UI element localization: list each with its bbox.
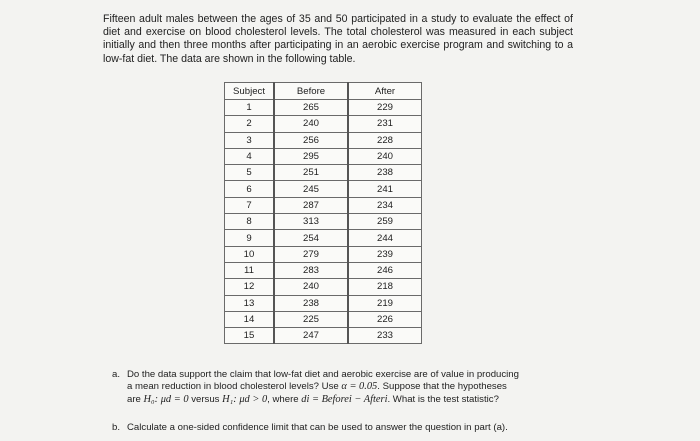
after-cell: 246 <box>348 262 422 278</box>
table-header-row <box>225 83 422 100</box>
table-row <box>225 100 422 116</box>
question-b-label: b. <box>112 422 121 433</box>
after-cell: 240 <box>348 148 422 164</box>
difference-definition: di = Beforei − Afteri <box>301 393 388 405</box>
before-cell: 313 <box>274 214 348 230</box>
after-cell: 219 <box>348 295 422 311</box>
header-after: After <box>348 83 422 100</box>
question-a-line1: Do the data support the claim that low-fat diet and aerobic exercise are of value in producing <box>127 369 519 380</box>
subject-cell: 6 <box>225 181 275 197</box>
after-cell: 228 <box>348 132 422 148</box>
table-row <box>225 197 422 213</box>
before-cell: 265 <box>274 100 348 116</box>
subject-cell: 14 <box>225 311 275 327</box>
subject-cell: 5 <box>225 165 275 181</box>
subject-cell: 13 <box>225 295 275 311</box>
subject-cell: 15 <box>225 328 275 344</box>
header-before: Before <box>274 83 348 100</box>
after-cell: 244 <box>348 230 422 246</box>
question-a-line3-end: . What is the test statistic? <box>387 393 499 405</box>
table-row <box>225 214 422 230</box>
question-a-label: a. <box>112 369 121 380</box>
before-cell: 225 <box>274 311 348 327</box>
before-cell: 247 <box>274 328 348 344</box>
table-row <box>225 279 422 295</box>
subject-cell: 11 <box>225 262 275 278</box>
before-cell: 251 <box>274 165 348 181</box>
after-cell: 234 <box>348 197 422 213</box>
alpha-value: α = 0.05 <box>341 381 378 393</box>
cholesterol-table <box>224 82 422 344</box>
table-row <box>225 328 422 344</box>
table-row <box>225 311 422 327</box>
before-cell: 295 <box>274 148 348 164</box>
before-cell: 240 <box>274 116 348 132</box>
subject-cell: 1 <box>225 100 275 116</box>
before-cell: 254 <box>274 230 348 246</box>
null-hypothesis: H₀: μd = 0 <box>143 393 189 405</box>
alt-hypothesis: H₁: μd > 0 <box>222 393 268 405</box>
before-cell: 279 <box>274 246 348 262</box>
after-cell: 231 <box>348 116 422 132</box>
table-row <box>225 230 422 246</box>
after-cell: 259 <box>348 214 422 230</box>
subject-cell: 3 <box>225 132 275 148</box>
subject-cell: 7 <box>225 197 275 213</box>
question-b-text: Calculate a one-sided confidence limit that can be used to answer the question in part (a). <box>127 422 508 433</box>
question-a-line2-end: . Suppose that the hypotheses <box>377 381 507 393</box>
before-cell: 287 <box>274 197 348 213</box>
problem-intro: Fifteen adult males between the ages of 35 and 50 participated in a study to evaluate the effect of diet and exercise on blood cholesterol levels. The total cholesterol was measured in each subject initially and then three months after participating in an aerobic exercise program and switching to a low-fat diet. The data are shown in the following table. <box>103 13 573 65</box>
subject-cell: 4 <box>225 148 275 164</box>
question-b <box>112 422 552 434</box>
subject-cell: 2 <box>225 116 275 132</box>
before-cell: 240 <box>274 279 348 295</box>
table-row <box>225 132 422 148</box>
table-row <box>225 262 422 278</box>
after-cell: 239 <box>348 246 422 262</box>
before-cell: 245 <box>274 181 348 197</box>
subject-cell: 8 <box>225 214 275 230</box>
header-subject: Subject <box>225 83 275 100</box>
question-a-are: are <box>127 393 141 405</box>
before-cell: 256 <box>274 132 348 148</box>
table-body <box>225 100 422 344</box>
table-row <box>225 181 422 197</box>
question-a-line2-start: a mean reduction in blood cholesterol levels? Use <box>127 381 339 393</box>
after-cell: 218 <box>348 279 422 295</box>
after-cell: 241 <box>348 181 422 197</box>
table-row <box>225 295 422 311</box>
subject-cell: 12 <box>225 279 275 295</box>
subject-cell: 10 <box>225 246 275 262</box>
after-cell: 238 <box>348 165 422 181</box>
table-row <box>225 246 422 262</box>
table-row <box>225 148 422 164</box>
after-cell: 226 <box>348 311 422 327</box>
question-a-versus: versus <box>191 393 220 405</box>
after-cell: 229 <box>348 100 422 116</box>
question-a <box>112 369 532 406</box>
before-cell: 238 <box>274 295 348 311</box>
before-cell: 283 <box>274 262 348 278</box>
question-a-where: , where <box>267 393 299 405</box>
table-row <box>225 165 422 181</box>
subject-cell: 9 <box>225 230 275 246</box>
after-cell: 233 <box>348 328 422 344</box>
table-row <box>225 116 422 132</box>
